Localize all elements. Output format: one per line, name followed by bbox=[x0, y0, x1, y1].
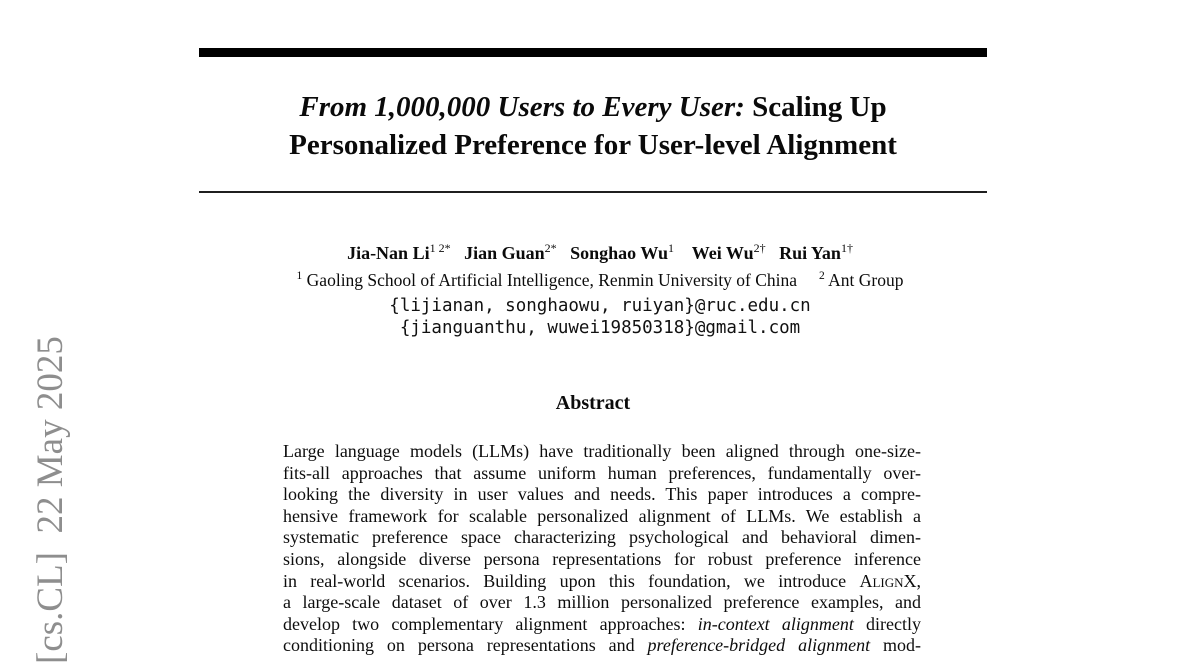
abstract-text: a large-scale dataset of over 1.3 million personalized preference examples, and bbox=[283, 592, 921, 613]
abstract-text: directly bbox=[853, 613, 921, 634]
abstract-body bbox=[283, 441, 921, 657]
abstract-text: , bbox=[916, 570, 921, 591]
title-divider-rule bbox=[199, 191, 987, 193]
abstract-line bbox=[283, 592, 921, 614]
top-rule bbox=[199, 48, 987, 57]
email-line-2: {jianguanthu, wuwei19850318}@gmail.com bbox=[399, 318, 801, 338]
arxiv-category-date-stamp: [cs.CL] 22 May 2025 bbox=[30, 336, 71, 664]
abstract-line bbox=[283, 506, 921, 528]
abstract-line bbox=[283, 527, 921, 549]
affiliation: $^1$ Gaoling School of Artificial Intelligence, Renmin University of China bbox=[296, 270, 798, 290]
author-superscript: 2† bbox=[753, 241, 766, 255]
abstract-line bbox=[283, 484, 921, 506]
abstract-text: Large language models (LLMs) have traditionally been aligned through one-size- bbox=[283, 441, 921, 461]
author-superscript: 2* bbox=[544, 241, 557, 255]
abstract-text: mod- bbox=[870, 635, 921, 656]
author: Jian Guan$^{2*}$ bbox=[464, 241, 557, 263]
abstract-text: develop two complementary alignment approaches: bbox=[283, 613, 698, 634]
abstract-text: sions, alongside diverse persona representations for robust preference inference bbox=[283, 548, 921, 569]
abstract-line bbox=[283, 635, 921, 657]
abstract-emphasis: in-context alignment bbox=[697, 613, 854, 634]
affiliation: $^2$ Ant Group bbox=[818, 270, 904, 290]
abstract-text: in real-world scenarios. Building upon this foundation, we introduce bbox=[283, 570, 860, 591]
author-superscript: 1† bbox=[840, 241, 853, 255]
abstract-line bbox=[283, 614, 921, 636]
paper-title bbox=[199, 88, 987, 164]
abstract-line bbox=[283, 571, 921, 593]
author: Wei $Wu^{2\dagger}$ bbox=[691, 241, 766, 263]
author: Rui Yan$^{1\dagger}$ bbox=[779, 241, 853, 263]
author-superscript: 1 bbox=[668, 241, 675, 255]
abstract-heading: Abstract bbox=[555, 392, 631, 414]
paper-title-line2: Personalized Preference for User-level Alignment bbox=[289, 129, 897, 161]
paper-title-italic-part: From 1,000,000 Users to Every User: bbox=[299, 91, 745, 123]
abstract-text: conditioning on persona representations and bbox=[283, 635, 648, 656]
author: Songhao Wu$^1$ bbox=[570, 241, 675, 263]
dataset-name-smallcaps: AlignX bbox=[859, 570, 917, 591]
abstract-text: hensive framework for scalable personalized alignment of LLMs. We establish a bbox=[283, 505, 921, 526]
authors-line bbox=[100, 241, 1100, 264]
affiliations-line bbox=[100, 270, 1100, 291]
author: Jia-Nan $Li^{1 2*}$ bbox=[347, 241, 451, 263]
abstract-emphasis: preference-bridged alignment bbox=[647, 635, 871, 656]
affiliation-superscript: 2 bbox=[818, 270, 825, 283]
abstract-text: systematic preference space characterizing psychological and behavioral dimen- bbox=[283, 527, 921, 548]
paper-title-rest-line1: Scaling Up bbox=[744, 91, 887, 123]
abstract-line bbox=[283, 549, 921, 571]
abstract-line bbox=[283, 463, 921, 485]
abstract-line bbox=[283, 441, 921, 463]
abstract-text: looking the diversity in user values and needs. This paper introduces a compre- bbox=[283, 484, 921, 505]
author-superscript: 1 2* bbox=[429, 241, 451, 255]
email-line-1: {lijianan, songhaowu, ruiyan}@ruc.edu.cn bbox=[389, 296, 811, 316]
affiliation-superscript: 1 bbox=[296, 270, 303, 283]
abstract-text: fits-all approaches that assume uniform human preferences, fundamentally over- bbox=[283, 462, 921, 483]
emails-block bbox=[100, 295, 1100, 339]
